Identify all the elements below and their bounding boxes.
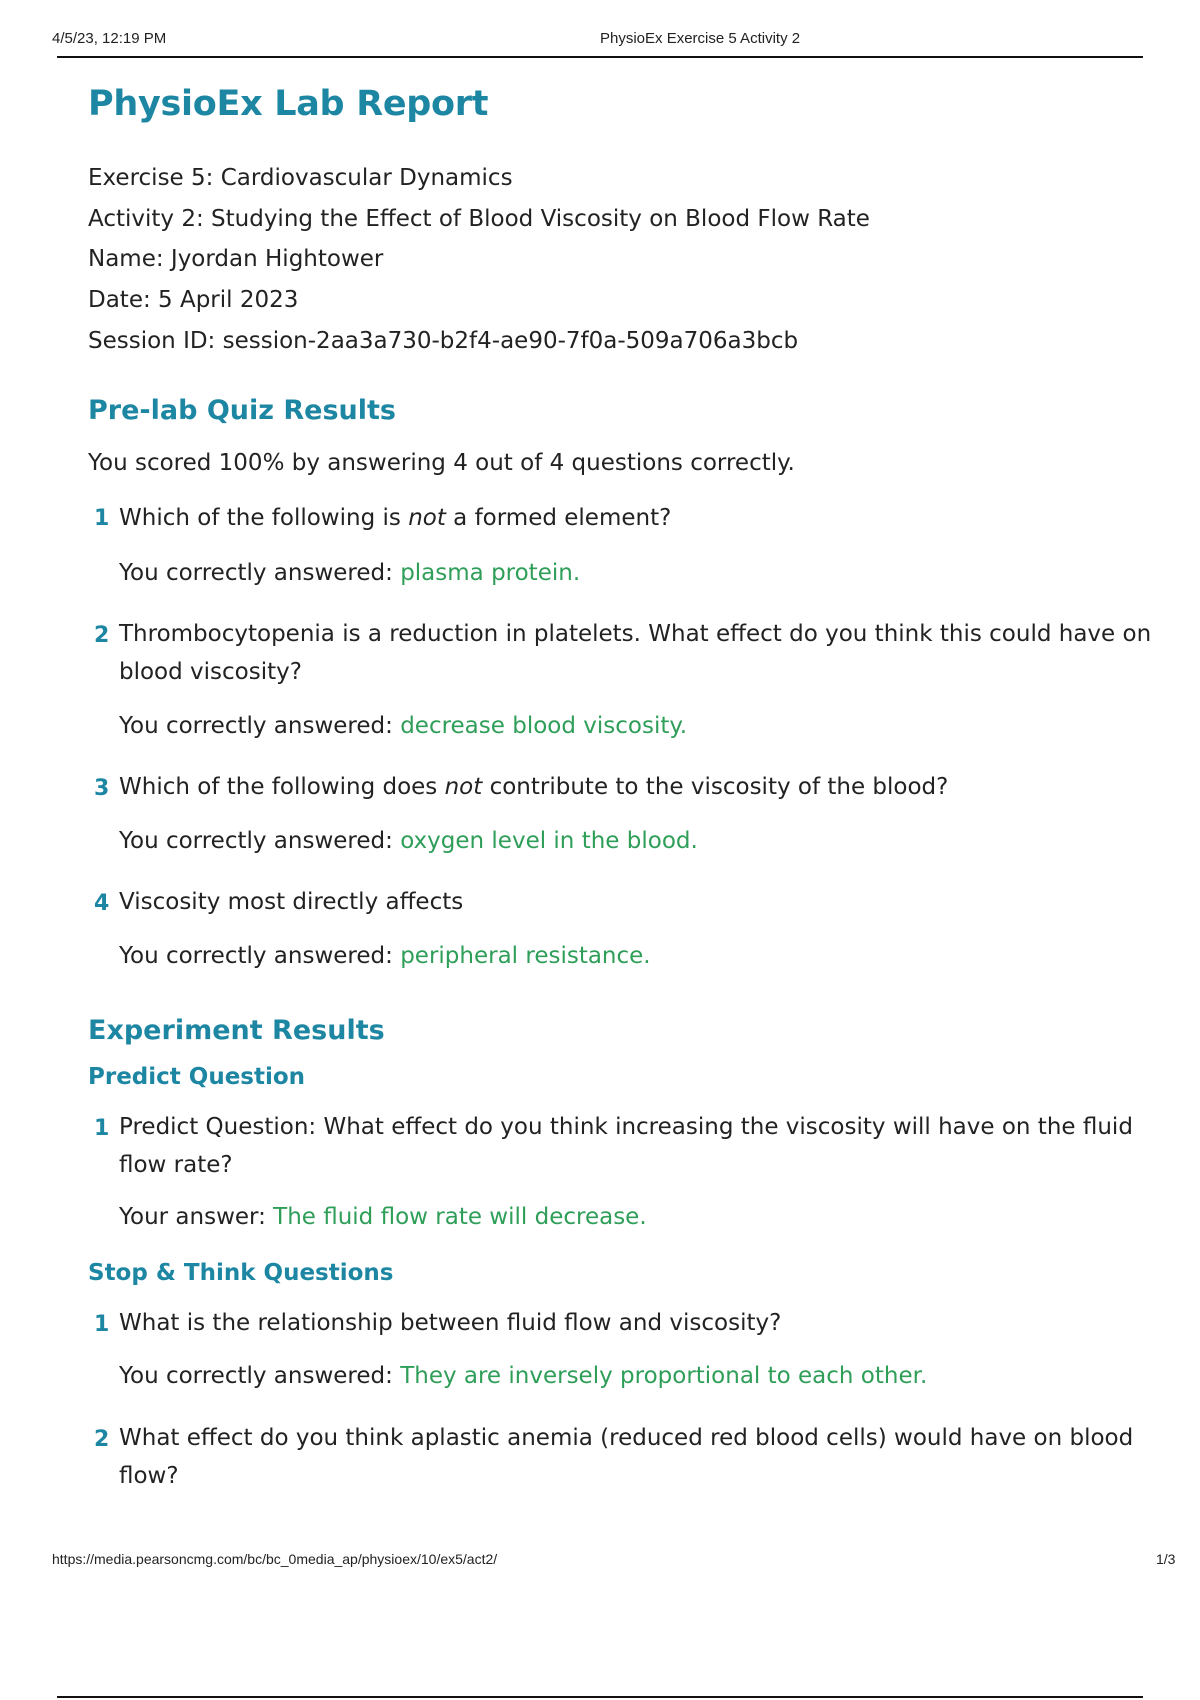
exercise-line: Exercise 5: Cardiovascular Dynamics [88,165,513,191]
prelab-answer-2: You correctly answered: decrease blood viscosity. [119,713,688,739]
session-id-line: Session ID: session-2aa3a730-b2f4-ae90-7f0a-509a706a3bcb [88,328,799,354]
prelab-heading: Pre-lab Quiz Results [88,395,396,426]
prelab-score: You scored 100% by answering 4 out of 4 questions correctly. [88,450,795,476]
question-number: 3 [94,776,110,801]
print-datetime: 4/5/23, 12:19 PM [52,30,167,47]
prelab-question-1: Which of the following is not a formed element? [119,505,672,531]
experiment-heading: Experiment Results [88,1015,385,1046]
date-line: Date: 5 April 2023 [88,287,299,313]
print-doc-title: PhysioEx Exercise 5 Activity 2 [600,30,801,47]
question-number: 1 [94,506,110,531]
prelab-answer-1: You correctly answered: plasma protein. [119,560,581,586]
stop-think-answer-1: You correctly answered: They are inversely proportional to each other. [119,1363,928,1389]
question-number: 1 [94,1312,110,1337]
predict-heading: Predict Question [88,1064,306,1090]
page-title: PhysioEx Lab Report [88,84,489,124]
question-number: 1 [94,1116,110,1141]
question-number: 2 [94,623,110,648]
activity-line: Activity 2: Studying the Effect of Blood Viscosity on Blood Flow Rate [88,206,870,232]
prelab-answer-4: You correctly answered: peripheral resistance. [119,943,651,969]
prelab-question-2: Thrombocytopenia is a reduction in platelets. What effect do you think this could have on blood viscosity? [119,621,1152,685]
prelab-question-4: Viscosity most directly affects [119,889,464,915]
prelab-question-3: Which of the following does not contribute to the viscosity of the blood? [119,774,949,800]
predict-question: Predict Question: What effect do you think increasing the viscosity will have on the fluid flow rate? [119,1114,1133,1178]
stop-think-heading: Stop & Think Questions [88,1260,394,1286]
page-number: 1/3 [1156,1551,1176,1567]
predict-answer: Your answer: The fluid flow rate will decrease. [119,1204,647,1230]
name-line: Name: Jyordan Hightower [88,246,384,272]
prelab-answer-3: You correctly answered: oxygen level in the blood. [119,828,698,854]
stop-think-question-2: What effect do you think aplastic anemia (reduced red blood cells) would have on blood flow? [119,1425,1134,1489]
header-divider [57,56,1143,58]
question-number: 4 [94,891,110,916]
page-bottom-rule [57,1696,1143,1698]
question-number: 2 [94,1427,110,1452]
stop-think-question-1: What is the relationship between fluid flow and viscosity? [119,1310,782,1336]
print-url: https://media.pearsoncmg.com/bc/bc_0media_ap/physioex/10/ex5/act2/ [52,1551,498,1567]
